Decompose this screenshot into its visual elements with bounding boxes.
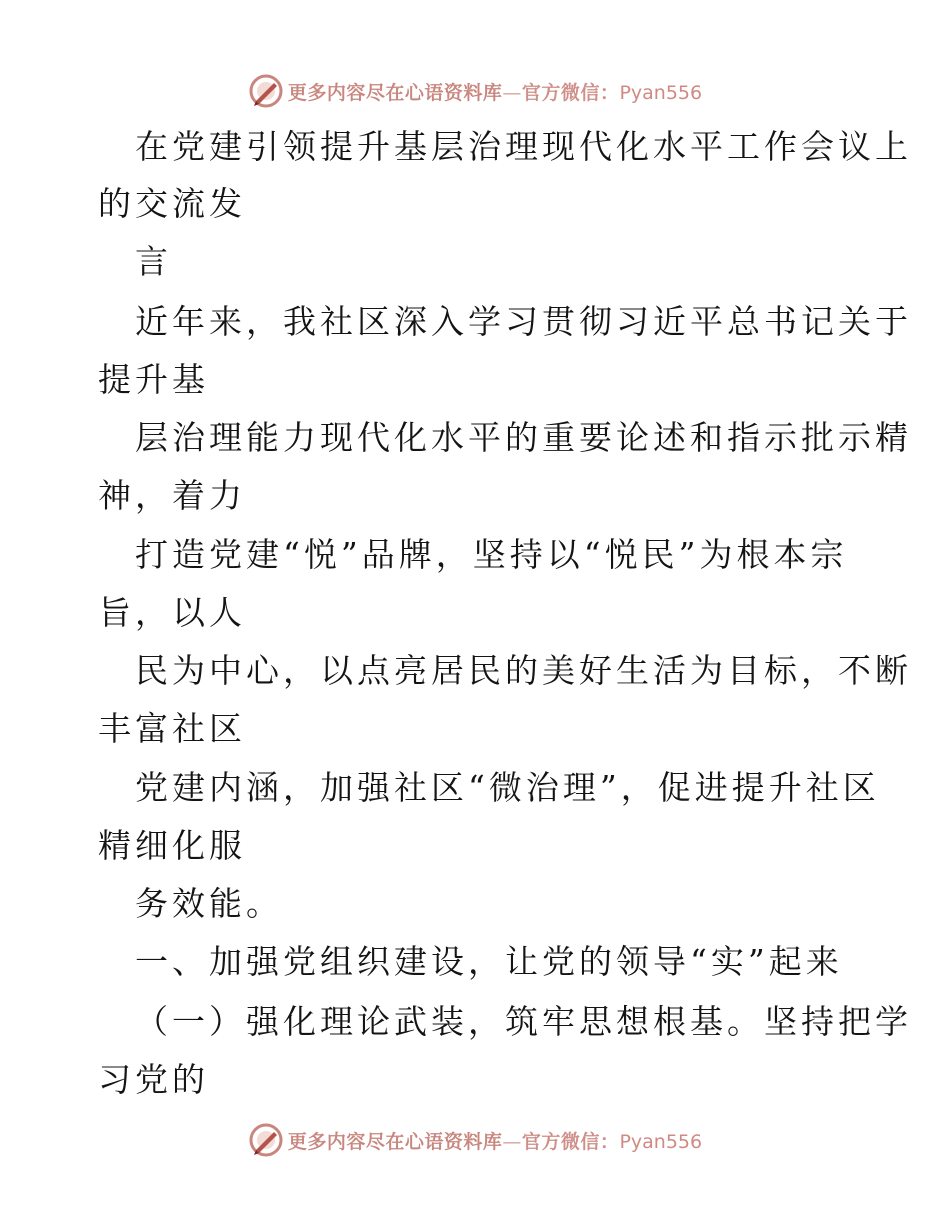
paragraph-line: 民为中心，以点亮居民的美好生活为目标，不断: [135, 651, 912, 690]
paragraph-line: 提升基: [98, 360, 209, 399]
paragraph-line: 层治理能力现代化水平的重要论述和指示批示精: [135, 418, 912, 457]
paragraph-line: 打造党建“悦”品牌，坚持以“悦民”为根本宗: [135, 535, 848, 574]
watermark-wechat-id: Pyan556: [619, 1130, 703, 1153]
title-line: 言: [135, 242, 172, 281]
paragraph-line: 习党的: [98, 1060, 209, 1099]
paragraph-line: 丰富社区: [98, 709, 246, 748]
paragraph-line: 党建内涵，加强社区“微治理”，促进提升社区: [135, 768, 880, 807]
paragraph-line: 务效能。: [135, 884, 283, 923]
watermark-site-text: 更多内容尽在心语资料库: [287, 81, 503, 104]
watermark-wechat-label: 官方微信：: [521, 81, 620, 104]
pen-logo-icon: [248, 1122, 284, 1158]
watermark-separator: —: [502, 81, 522, 104]
paragraph-line: 旨，以人: [98, 593, 246, 632]
paragraph-line: （一）强化理论武装，筑牢思想根基。坚持把学: [135, 1002, 912, 1041]
section-heading: 一、加强党组织建设，让党的领导“实”起来: [135, 942, 843, 981]
paragraph-line: 精细化服: [98, 826, 246, 865]
paragraph-line: 近年来，我社区深入学习贯彻习近平总书记关于: [135, 302, 912, 341]
watermark-site-text: 更多内容尽在心语资料库: [287, 1130, 503, 1153]
title-line: 在党建引领提升基层治理现代化水平工作会议上: [135, 127, 912, 166]
footer-watermark: [0, 1120, 950, 1160]
watermark-wechat-id: Pyan556: [619, 81, 703, 104]
watermark-text: [288, 1127, 702, 1154]
watermark-wechat-label: 官方微信：: [521, 1130, 620, 1153]
paragraph-line: 神，着力: [98, 476, 246, 515]
watermark-separator: —: [502, 1130, 522, 1153]
title-line: 的交流发: [98, 184, 246, 223]
